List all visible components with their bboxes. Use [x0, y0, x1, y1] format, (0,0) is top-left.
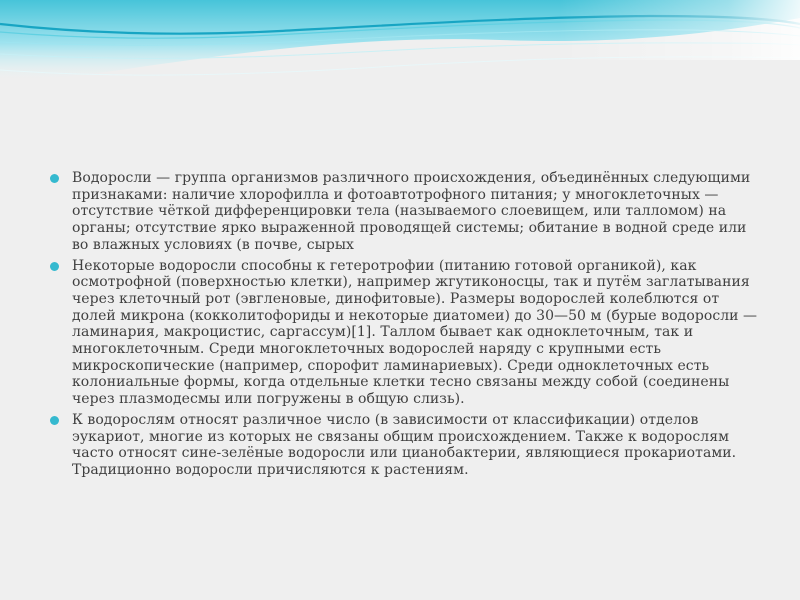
bullet-dot-icon: [50, 174, 59, 183]
list-item: [48, 258, 758, 408]
bullet-dot-icon: [50, 262, 59, 271]
paragraph-text: К водорослям относят различное число (в зависимости от классификации) отделов эукариот, многие из которых не связаны общим происхождением. Также к водорослям часто относят сине-зелёные водоросли или цианобактерии, являющиеся прокариотами. Традиционно водоросли причисляются к растениям.: [72, 411, 737, 478]
header-wave-decoration: [0, 0, 800, 95]
bullet-dot-icon: [50, 416, 59, 425]
paragraph-text: Некоторые водоросли способны к гетеротрофии (питанию готовой органикой), как осмотрофной (поверхностью клетки), например жгутиконосцы, так и путём заглатывания через клеточный рот (эвгленовые, динофитовые). Размеры водорослей колеблются от долей микрона (кокколитофориды и некоторые диатомеи) до 30—50 м (бурые водоросли — ламинария, макроцистис, саргассум)[1]. Таллом бывает как одноклеточным, так и многоклеточным. Среди многоклеточных водорослей наряду с крупными есть микроскопические (например, спорофит ламинариевых). Среди одноклеточных есть колониальные формы, когда отдельные клетки тесно связаны между собой (соединены через плазмодесмы или погружены в общую слизь).: [72, 257, 758, 408]
bullet-list: [48, 170, 758, 483]
list-item: [48, 412, 758, 479]
paragraph-text: Водоросли — группа организмов различного происхождения, объединённых следующими признаками: наличие хлорофилла и фотоавтотрофного питания; у многоклеточных — отсутствие чёткой дифференцировки тела (называемого слоевищем, или талломом) на органы; отсутствие ярко выраженной проводящей системы; обитание в водной среде или во влажных условиях (в почве, сырых: [72, 170, 751, 253]
list-item: [48, 170, 758, 254]
